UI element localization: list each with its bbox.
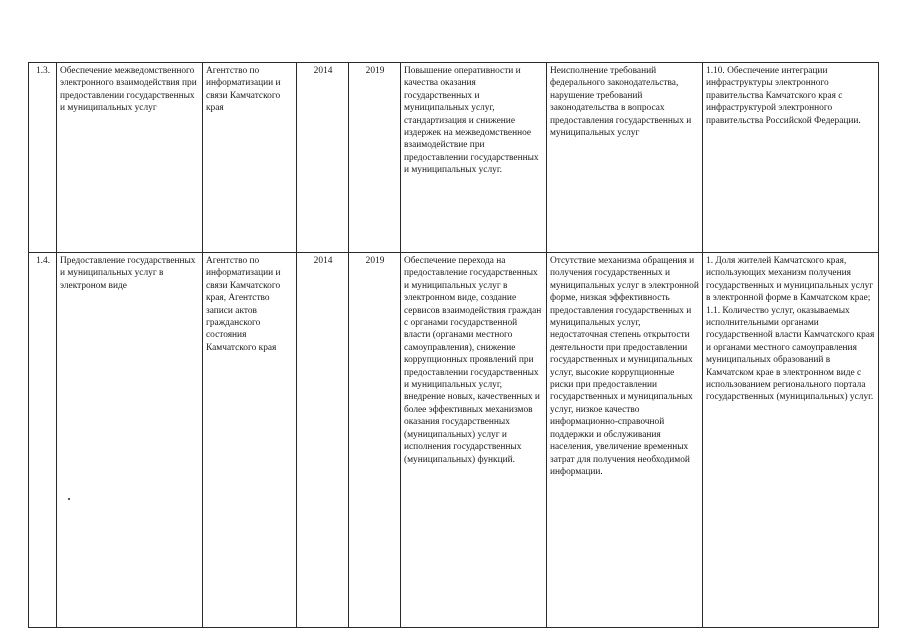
expected-result: Повышение оперативности и качества оказания государственных и муниципальных услуг, стандартизация и снижение издержек на межведомственное взаимодействие при предоставлении государственных и муниципальных услуг. bbox=[401, 63, 547, 253]
table-row bbox=[29, 253, 879, 628]
program-activities-table bbox=[28, 62, 879, 628]
end-year: 2019 bbox=[349, 63, 401, 253]
related-indicators: 1. Доля жителей Камчатского края, использующих механизм получения государственных и муниципальных услуг в электронной форме в Камчатском крае; 1.1. Количество услуг, оказываемых исполнительными органами государственной власти Камчатского края и органами местного самоуправления муниципальных образований в Камчатском крае в электронном виде с использованием регионального портала государственных (муниципальных) услуг. bbox=[703, 253, 879, 628]
start-year: 2014 bbox=[297, 253, 349, 628]
responsible-executor: Агентство по информатизации и связи Камчатского края bbox=[203, 63, 297, 253]
expected-result: Обеспечение перехода на предоставление государственных и муниципальных услуг в электронном виде, создание сервисов взаимодействия граждан с органами государственной власти (органами местного самоуправления), снижение коррупционных проявлений при предоставлении государственных и муниципальных услуг, внедрение новых, качественных и более эффективных механизмов оказания государственных (муниципальных) услуг и исполнения государственных (муниципальных) функций. bbox=[401, 253, 547, 628]
start-year: 2014 bbox=[297, 63, 349, 253]
activity-name: Обеспечение межведомственного электронного взаимодействия при предоставлении государственных и муниципальных услуг bbox=[57, 63, 203, 253]
non-implementation-consequences: Отсутствие механизма обращения и получения государственных и муниципальных услуг в электронной форме, низкая эффективность предоставления государственных и муниципальных услуг, недостаточная степень открытости деятельности при предоставлении государственных и муниципальных услуг, высокие коррупционные риски при предоставлении государственных и муниципальных услуг, низкое качество информационно-справочной поддержки и обслуживания населения, увеличение временных затрат для получения необходимой информации. bbox=[547, 253, 703, 628]
activity-name: Предоставление государственных и муниципальных услуг в электроном виде bbox=[57, 253, 203, 628]
row-number: 1.3. bbox=[29, 63, 57, 253]
table-row bbox=[29, 63, 879, 253]
related-indicators: 1.10. Обеспечение интеграции инфраструктуры электронного правительства Камчатского края с инфраструктурой электронного правительства Российской Федерации. bbox=[703, 63, 879, 253]
non-implementation-consequences: Неисполнение требований федерального законодательства, нарушение требований законодательства в вопросах предоставления государственных и муниципальных услуг bbox=[547, 63, 703, 253]
end-year: 2019 bbox=[349, 253, 401, 628]
responsible-executor: Агентство по информатизации и связи Камчатского края, Агентство записи актов гражданского состояния Камчатского края bbox=[203, 253, 297, 628]
row-number: 1.4. bbox=[29, 253, 57, 628]
scan-speck bbox=[68, 498, 70, 500]
